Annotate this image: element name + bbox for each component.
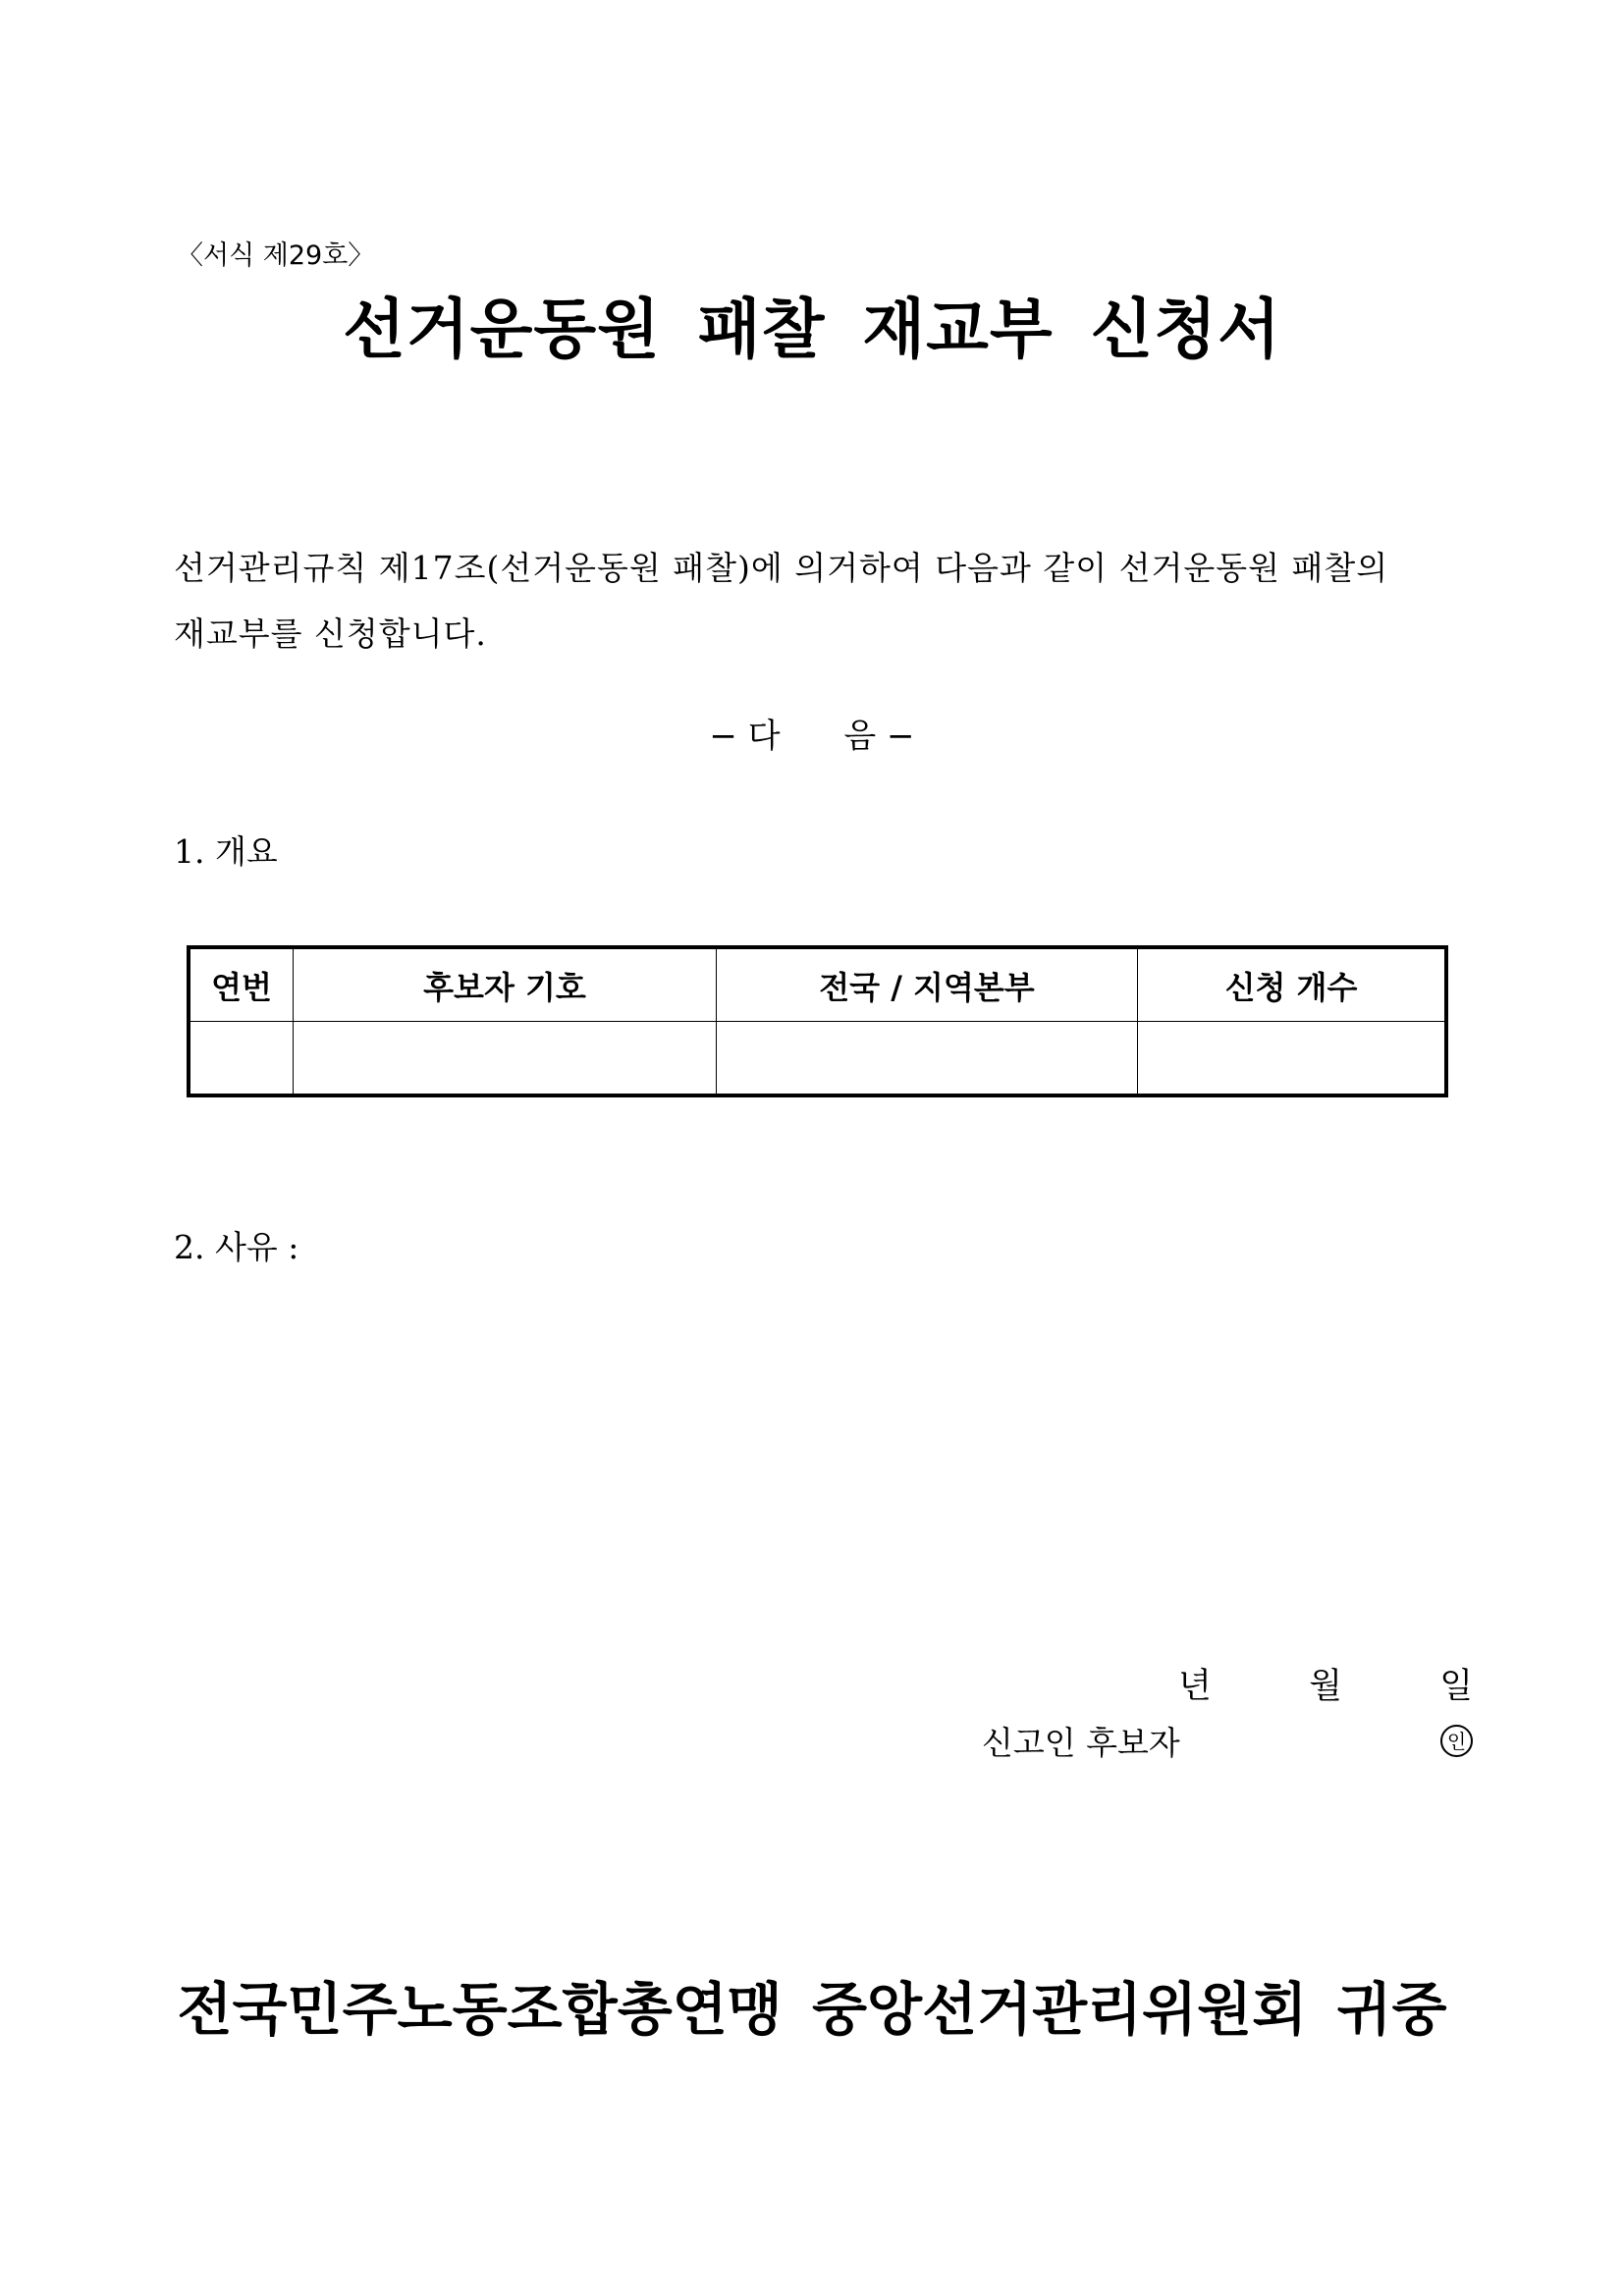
cell-serial-number[interactable] [189, 1022, 294, 1096]
header-request-count: 신청 개수 [1138, 947, 1447, 1022]
section-1-heading: 1. 개요 [174, 832, 278, 871]
intro-line-2: 재교부를 신청합니다. [174, 614, 487, 653]
addressee: 전국민주노동조합총연맹 중앙선거관리위원회 귀중 [177, 1976, 1447, 2043]
table-header-row [189, 947, 1446, 1022]
cell-request-count[interactable] [1138, 1022, 1447, 1096]
form-number: 〈서식 제29호〉 [177, 240, 375, 271]
header-region: 전국 / 지역본부 [717, 947, 1138, 1022]
reporter-label: 신고인 후보자 [982, 1724, 1180, 1762]
document-title: 선거운동원 패찰 재교부 신청서 [343, 292, 1281, 367]
header-serial-number: 연번 [189, 947, 294, 1022]
following-marker: − 다 음 − [709, 717, 915, 756]
date-year-label: 년 [1178, 1667, 1212, 1706]
seal-icon: 인 [1440, 1725, 1473, 1757]
intro-line-1: 선거관리규칙 제17조(선거운동원 패찰)에 의거하여 다음과 같이 선거운동원 패찰의 [174, 549, 1389, 587]
reporter-line [982, 1718, 1473, 1764]
date-line [1178, 1659, 1473, 1708]
cell-region[interactable] [717, 1022, 1138, 1096]
overview-table [187, 945, 1448, 1097]
table-row [189, 1022, 1446, 1096]
date-day-label: 일 [1439, 1667, 1473, 1706]
header-candidate-number: 후보자 기호 [294, 947, 717, 1022]
date-month-label: 월 [1309, 1667, 1342, 1706]
intro-paragraph [174, 535, 1480, 667]
section-2-heading: 2. 사유 : [174, 1228, 299, 1266]
cell-candidate-number[interactable] [294, 1022, 717, 1096]
